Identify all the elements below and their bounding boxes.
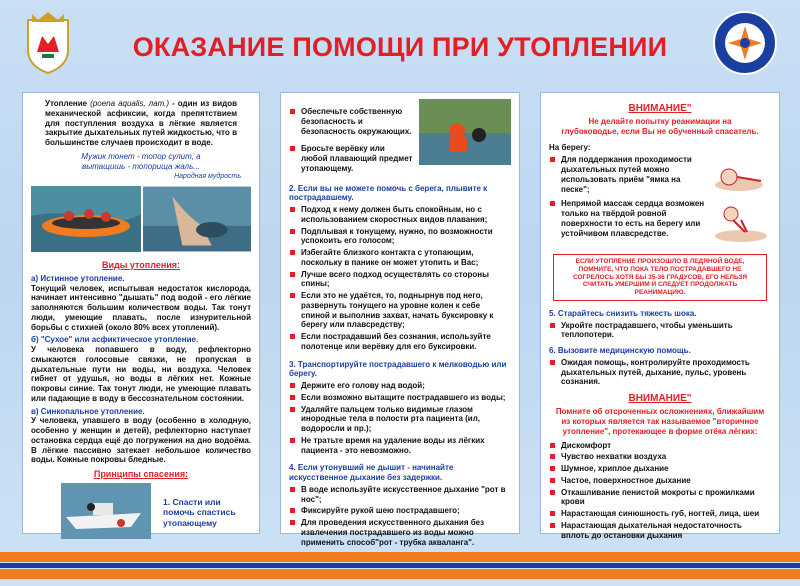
types-heading: Виды утопления: — [101, 259, 181, 270]
list-item: Удаляйте пальцем только видимые глазом инородные тела в полости рта пациента (ил, водоросли и пр.); — [289, 405, 511, 434]
cold-water-warning: ЕСЛИ УТОПЛЕНИЕ ПРОИЗОШЛО В ЛЕДЯНОЙ ВОДЕ, ПОМНИТЕ, ЧТО ПОКА ТЕЛО ПОСТРАДАВШЕГО НЕ СОГРЕЛОСЬ ХОТЯ БЫ 35-36 ГРАДУСОВ, ЕГО НЕЛЬЗЯ СЧИТАТЬ УМЕРШИМ И СЛЕДУЕТ ПРОДОЛЖАТЬ РЕАНИМАЦИЮ. — [553, 254, 767, 301]
shore-heading: На берегу: — [549, 142, 591, 152]
step-2-heading: 2. Если вы не можете помочь с берега, плывите к пострадавшему. — [289, 183, 488, 203]
proverb-source: Народная мудрость — [174, 173, 241, 181]
warning-2-text: Помните об отсроченных осложнениях, ближайшим из которых является так называемое "вторичное утопление", протекающее в форме отёка лёгких: — [555, 407, 765, 436]
warning-2-title: ВНИМАНИЕ" — [628, 393, 692, 405]
page-title: ОКАЗАНИЕ ПОМОЩИ ПРИ УТОПЛЕНИИ — [132, 32, 668, 62]
list-item: Подход к нему должен быть спокойным, но с использованием скоростных видов плавания; — [289, 205, 511, 225]
principle-1: 1. Спасти или помочь спастись утопающему — [163, 496, 236, 528]
list-item: Лучше всего подход осуществлять со стороны спины; — [289, 270, 511, 290]
list-item: Держите его голову над водой; — [289, 381, 511, 391]
step-3-heading: 3. Транспортируйте пострадавшего к мелководью или берегу. — [289, 359, 507, 379]
info-column-types — [22, 92, 260, 534]
airway-illustration-icon — [711, 155, 771, 199]
underwater-diver-photo — [143, 186, 251, 252]
info-column-rescue — [280, 92, 520, 547]
water-rescue-photo — [419, 99, 511, 165]
list-item: Шумное, хриплое дыхание — [549, 464, 771, 474]
list-item: Дискомфорт — [549, 441, 771, 451]
list-item: Бросьте верёвку или любой плавающий предмет утопающему. — [289, 144, 413, 173]
list-item: Нарастающая синюшность губ, ногтей, лица, шеи — [549, 509, 771, 519]
step-4-list — [289, 485, 511, 548]
warning-1-title: ВНИМАНИЕ" — [628, 103, 692, 114]
list-item: Откашливание пенистой мокроты с прожилками крови — [549, 488, 771, 508]
type-a-text: Тонущий человек, испытывая недостаток кислорода, начинает интенсивно "дышать" под водой - его лёгкие заполняются большим количеством воды. Так тонут люди, умеющие плавать, после изнурительной борьбы с стихией (около 80% всех утоплений). — [31, 283, 251, 332]
intro-paragraph: Утопление (poena aqualis, лат.) - один из видов механической асфиксии, когда препятствием для поступления воздуха в лёгкие является закрытие дыхательных путей жидкостью, что в большинстве случаев происходит в воде. — [45, 99, 237, 147]
step-4-heading: 4. Если утонувший не дышит - начинайте искусственное дыхание без задержки. — [289, 463, 454, 482]
rescue-motorboat-photo — [61, 483, 151, 539]
type-c-text: У человека, упавшего в воду (особенно в холодную, особенно у женщин и детей), рефлекторно наступает остановка сердца ещё до погружения на дно водоёма. В лёгкие пассивно затекает небольшое количество воды. Кожные покровы бледные. — [31, 416, 251, 465]
step-5-heading: 5. Старайтесь снизить тяжесть шока. — [549, 308, 697, 318]
list-item: Подплывая к тонущему, нужно, по возможности успокоить его голосом; — [289, 227, 511, 247]
step-2-list — [289, 205, 511, 352]
list-item: Нарастающая дыхательная недостаточность вплоть до остановки дыхания — [549, 521, 771, 541]
list-item: Для проведения искусственного дыхания без извлечения пострадавшего из воды можно применить способ"рот - трубка акваланга". — [289, 518, 511, 547]
info-column-first-aid — [540, 92, 780, 540]
step-3-list — [289, 381, 511, 455]
list-item: В воде используйте искусственное дыхание "рот в нос"; — [289, 485, 511, 505]
coat-of-arms-icon — [22, 10, 74, 76]
step-6-heading: 6. Вызовите медицинскую помощь. — [549, 346, 691, 356]
list-item: Не тратьте время на удаление воды из лёгких пациента - это невозможно. — [289, 436, 511, 456]
stripe-orange-bottom — [0, 569, 800, 579]
top-block — [289, 99, 511, 176]
list-item: Если возможно вытащите пострадавшего из воды; — [289, 393, 511, 403]
shore-block — [549, 155, 771, 249]
warning-1-text: Не делайте попытку реанимации на глубоководье, если Вы не обученный спасатель. — [561, 117, 759, 136]
mchs-emblem-icon — [712, 10, 778, 76]
rescue-boat-photo — [31, 186, 141, 252]
list-item: Обеспечьте собственную безопасность и безопасность окружающих. — [289, 107, 413, 136]
list-item: Укройте пострадавшего, чтобы уменьшить теплопотери. — [549, 321, 771, 341]
type-b-text: У человека попавшего в воду, рефлекторно смыкаются голосовые связки, не пропуская в дыхательные пути ни воды, ни воздуха. Человек гибнет от удушья, но воды в лёгких нет. Кожные покровы синие. Так тонут люди, не умеющие плавать или падающие в воду в бессознательном состоянии. — [31, 345, 251, 403]
list-item: Непрямой массаж сердца возможен только на твёрдой ровной поверхности то есть на берегу или устойчивом плавсредстве. — [549, 199, 707, 238]
shore-list — [549, 155, 707, 249]
stripe-blue — [0, 563, 800, 568]
complications-list — [549, 441, 771, 541]
step-5-list — [549, 321, 771, 341]
list-item: Для поддержания проходимости дыхательных путей можно использовать приём "ямка на песке"; — [549, 155, 707, 194]
list-item: Если это не удаётся, то, поднырнув под него, развернуть тонущего на уровне колен к себе спиной и выполнив захват, начать буксировку к берегу или плавсредству; — [289, 291, 511, 330]
footer-stripes — [0, 546, 800, 586]
list-item: Если пострадавший без сознания, используйте полотенце или верёвку для его буксировки. — [289, 332, 511, 352]
stripe-orange-top — [0, 552, 800, 562]
list-item: Фиксируйте рукой шею пострадавшего; — [289, 506, 511, 516]
chest-compression-illustration-icon — [711, 202, 771, 246]
top-list — [289, 107, 413, 176]
step-6-list — [549, 358, 771, 387]
type-a-title: а) Истинное утопление. — [31, 273, 125, 283]
type-b-title: б) "Сухое" или асфиктическое утопление. — [31, 335, 199, 345]
proverb: Мужик тонет - топор сулит, а вытащишь - топорища жаль... — [81, 151, 201, 171]
cpr-illustrations — [711, 155, 771, 249]
list-item: Частое, поверхностное дыхание — [549, 476, 771, 486]
list-item: Ожидая помощь, контролируйте проходимость дыхательных путей, дыхание, пульс, уровень сознания. — [549, 358, 771, 387]
principle-block — [31, 483, 251, 541]
rescue-photos — [31, 186, 251, 256]
list-item: Избегайте близкого контакта с утопающим, поскольку в панике он может утопить и Вас; — [289, 248, 511, 268]
list-item: Чувство нехватки воздуха — [549, 452, 771, 462]
principles-heading: Принципы спасения: — [93, 469, 189, 479]
type-c-title: в) Синкопальное утопление. — [31, 406, 145, 416]
